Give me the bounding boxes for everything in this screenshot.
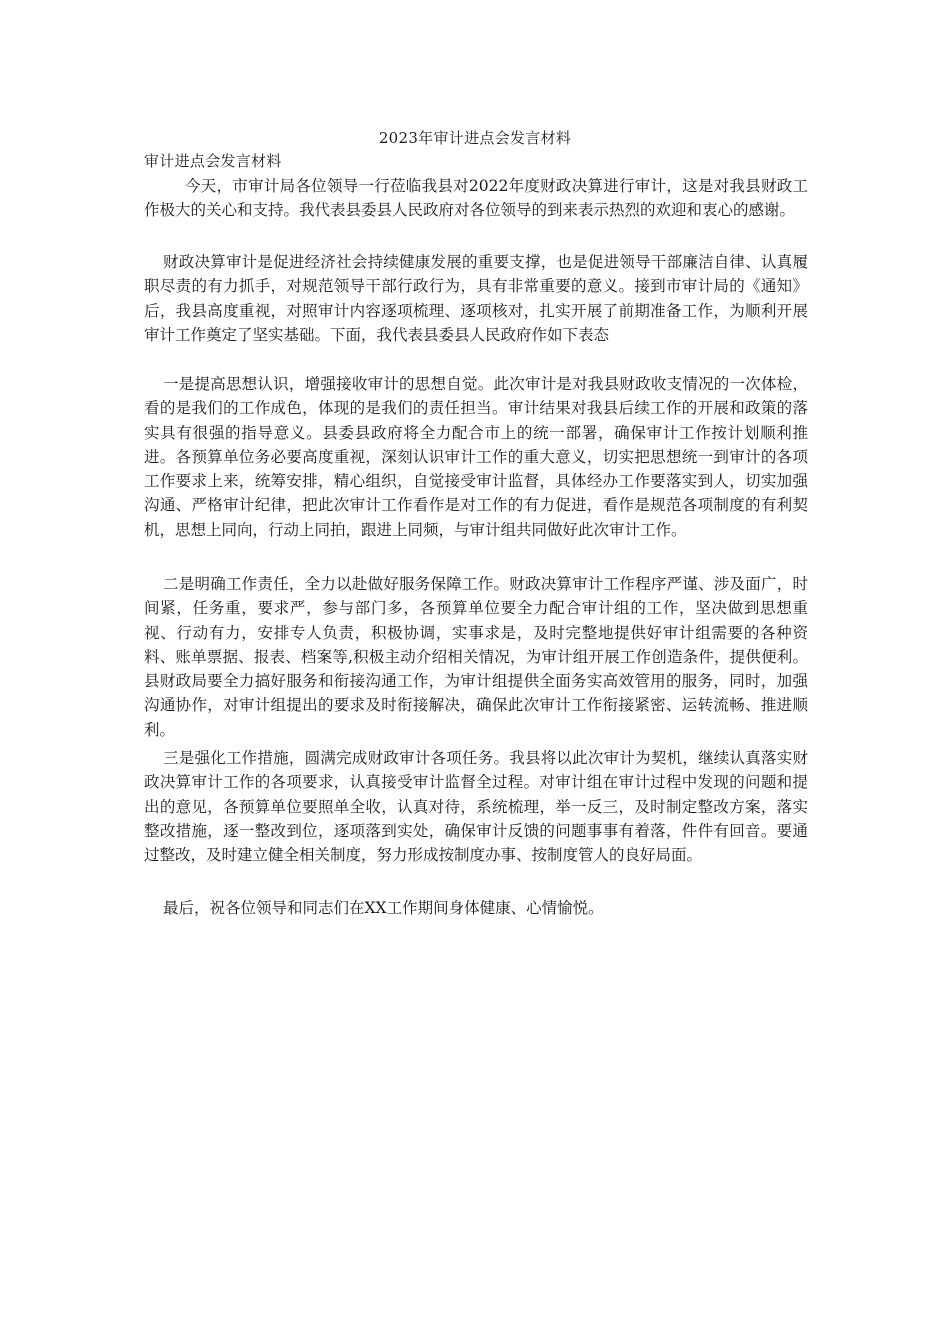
paragraph-closing: 最后，祝各位领导和同志们在XX工作期间身体健康、心情愉悦。 — [163, 899, 604, 917]
paragraph-importance: 财政决算审计是促进经济社会持续健康发展的重要支撑，也是促进领导干部廉洁自律、认真履职尽责的有力抓手，对规范领导干部行政行为，具有非常重要的意义。接到市审计局的《通知》后，我县高度重视，对照审计内容逐项梳理、逐项核对，扎实开展了前期准备工作，为顺利开展审计工作奠定了坚实基础。下面，我代表县委县人民政府作如下表态 — [144, 253, 808, 344]
paragraph-point-three: 三是强化工作措施，圆满完成财政审计各项任务。我县将以此次审计为契机，继续认真落实财政决算审计工作的各项要求，认真接受审计监督全过程。对审计组在审计过程中发现的问题和提出的意见，各预算单位要照单全收，认真对待，系统梳理，举一反三，及时制定整改方案，落实整改措施，逐一整改到位，逐项落到实处，确保审计反馈的问题事事有着落，件件有回音。要通过整改，及时建立健全相关制度，努力形成按制度办事、按制度管人的良好局面。 — [144, 749, 808, 865]
document-title: 2023年审计进点会发言材料 — [378, 129, 572, 147]
paragraph-point-two: 二是明确工作责任，全力以赴做好服务保障工作。财政决算审计工作程序严谨、涉及面广，时间紧，任务重，要求严，参与部门多，各预算单位要全力配合审计组的工作，坚决做到思想重视、行动有力，安排专人负责，积极协调，实事求是，及时完整地提供好审计组需要的各种资料、账单票据、报表、档案等,积极主动介绍相关情况，为审计组开展工作创造条件，提供便利。县财政局要全力搞好服务和衔接沟通工作，为审计组提供全面务实高效管用的服务，同时，加强沟通协作，对审计组提出的要求及时衔接解决，确保此次审计工作衔接紧密、运转流畅、推进顺利。 — [144, 575, 808, 739]
document-subtitle: 审计进点会发言材料 — [144, 152, 282, 170]
paragraph-point-one: 一是提高思想认识，增强接收审计的思想自觉。此次审计是对我县财政收支情况的一次体检，看的是我们的工作成色，体现的是我们的责任担当。审计结果对我县后续工作的开展和政策的落实具有很强的指导意义。县委县政府将全力配合市上的统一部署，确保审计工作按计划顺利推进。各预算单位务必要高度重视，深刻认识审计工作的重大意义，切实把思想统一到审计的各项工作要求上来，统筹安排，精心组织，自觉接受审计监督，具体经办工作要落实到人，切实加强沟通、严格审计纪律，把此次审计工作看作是对工作的有力促进，看作是规范各项制度的有利契机，思想上同向，行动上同拍，跟进上同频，与审计组共同做好此次审计工作。 — [144, 375, 808, 539]
paragraph-welcome: 今天，市审计局各位领导一行莅临我县对2022年度财政决算进行审计，这是对我县财政工作极大的关心和支持。我代表县委县人民政府对各位领导的到来表示热烈的欢迎和衷心的感谢。 — [144, 177, 808, 220]
